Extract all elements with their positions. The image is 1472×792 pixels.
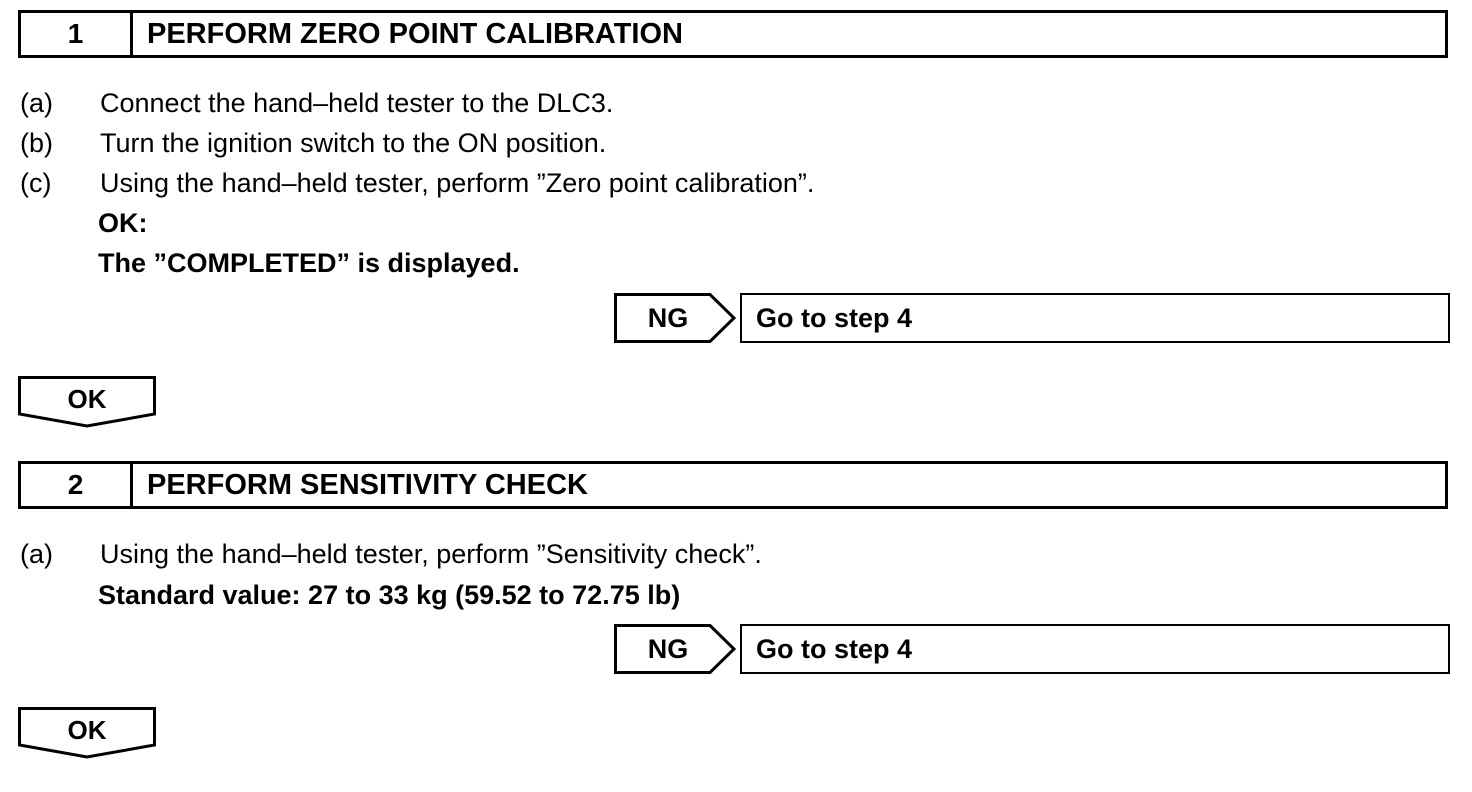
step-1-number: 1 (21, 13, 133, 55)
step-1-ok-result: The ”COMPLETED” is displayed. (98, 248, 520, 278)
step-1-ok-heading: OK: (98, 208, 148, 238)
step-2-title: PERFORM SENSITIVITY CHECK (147, 468, 588, 501)
step-2-ng-arrow (614, 624, 736, 674)
step-2-header (18, 461, 1448, 509)
step-1-ng-label: NG (647, 302, 689, 333)
step-1-ng-action[interactable]: Go to step 4 (740, 293, 1450, 343)
step-2-ng-label: NG (647, 633, 689, 664)
item-letter: (a) (20, 539, 53, 569)
item-text: Using the hand–held tester, perform ”Sensitivity check”. (100, 539, 762, 569)
step-1-title: PERFORM ZERO POINT CALIBRATION (147, 17, 683, 50)
step-1-header (18, 10, 1448, 58)
step-2-ng-action[interactable]: Go to step 4 (740, 624, 1450, 674)
item-letter: (a) (20, 88, 53, 118)
step-1-ok-label: OK (67, 383, 107, 414)
item-text: Turn the ignition switch to the ON position. (100, 128, 607, 158)
item-letter: (c) (20, 168, 52, 198)
step-2-number: 2 (21, 464, 133, 506)
step-2-ok-arrow (18, 707, 156, 759)
step-1-ng-arrow (614, 293, 736, 343)
step-2-ok-label: OK (67, 714, 107, 745)
item-text: Using the hand–held tester, perform ”Zero point calibration”. (100, 168, 815, 198)
item-letter: (b) (20, 128, 53, 158)
item-text: Connect the hand–held tester to the DLC3. (100, 88, 614, 118)
step-2-standard-value: Standard value: 27 to 33 kg (59.52 to 72.75 lb) (98, 580, 681, 610)
step-1-ok-arrow (18, 376, 156, 428)
